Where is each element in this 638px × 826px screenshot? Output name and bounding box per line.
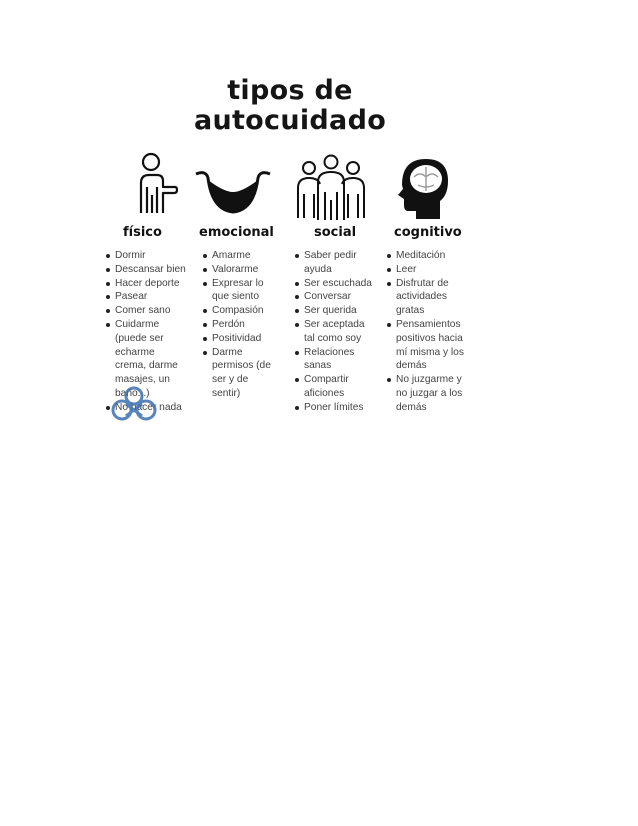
- list-item: Conversar: [294, 290, 372, 304]
- list-item: Cuidarme: [105, 318, 186, 332]
- list-item-cont: mí misma y los: [396, 346, 464, 358]
- list-item: Compartir: [294, 373, 372, 387]
- infographic-title: [100, 76, 480, 136]
- list-item-cont: gratas: [396, 305, 425, 317]
- person-icon: [133, 151, 183, 223]
- column-title-social: social: [314, 225, 357, 240]
- list-item: Amarme: [202, 249, 271, 263]
- smile-icon: [192, 166, 274, 224]
- column-title-fisico: físico: [123, 225, 162, 240]
- list-item-cont: permisos (de: [212, 360, 271, 372]
- list-item-cont: actividades: [396, 291, 447, 303]
- list-social: [294, 249, 372, 415]
- list-item-cont: sentir): [212, 387, 241, 399]
- list-item-cont: positivos hacia: [396, 332, 463, 344]
- list-item-cont: echarme: [115, 346, 155, 358]
- list-item: Relaciones: [294, 346, 372, 360]
- list-item: Compasión: [202, 304, 271, 318]
- group-icon: [294, 152, 368, 224]
- list-item: Hacer deporte: [105, 277, 186, 291]
- list-item-cont: crema, darme: [115, 360, 178, 372]
- head-brain-icon: [394, 155, 452, 221]
- list-item-cont: masajes, un: [115, 374, 170, 386]
- list-item: Dormir: [105, 249, 186, 263]
- list-item-cont: aficiones: [304, 387, 345, 399]
- list-item: Leer: [386, 263, 464, 277]
- list-item: Ser querida: [294, 304, 372, 318]
- list-item: Descansar bien: [105, 263, 186, 277]
- list-emocional: [202, 249, 271, 401]
- list-item-cont: sanas: [304, 360, 332, 372]
- list-item: Saber pedir: [294, 249, 372, 263]
- list-item: Expresar lo: [202, 277, 271, 291]
- list-item: Comer sano: [105, 304, 186, 318]
- self-care-infographic: [100, 68, 480, 424]
- list-item: Positividad: [202, 332, 271, 346]
- column-title-emocional: emocional: [199, 225, 274, 240]
- list-item-cont: (puede ser: [115, 332, 164, 344]
- list-item-cont: ser y de: [212, 374, 249, 386]
- title-line-1: tipos de: [227, 75, 353, 106]
- list-item: Pasear: [105, 290, 186, 304]
- list-cognitivo: [386, 249, 464, 415]
- list-item-cont: demás: [396, 360, 427, 372]
- list-item: Ser aceptada: [294, 318, 372, 332]
- watermark-logo-icon: [108, 384, 160, 424]
- list-item: Darme: [202, 346, 271, 360]
- list-item: Ser escuchada: [294, 277, 372, 291]
- list-item-cont: que siento: [212, 291, 260, 303]
- list-item-cont: tal como soy: [304, 332, 362, 344]
- column-title-cognitivo: cognitivo: [394, 225, 462, 240]
- list-item: Meditación: [386, 249, 464, 263]
- list-item: No hacer nada: [105, 401, 186, 415]
- list-item: Pensamientos: [386, 318, 464, 332]
- list-item: Valorarme: [202, 263, 271, 277]
- list-item: Perdón: [202, 318, 271, 332]
- list-item-cont: demás: [396, 401, 427, 413]
- list-item: Disfrutar de: [386, 277, 464, 291]
- list-item-cont: baño...): [115, 387, 150, 399]
- list-item: No juzgarme y: [386, 373, 464, 387]
- list-item-cont: ayuda: [304, 263, 332, 275]
- list-item: Poner límites: [294, 401, 372, 415]
- title-line-2: autocuidado: [193, 105, 387, 136]
- list-item-cont: no juzgar a los: [396, 387, 463, 399]
